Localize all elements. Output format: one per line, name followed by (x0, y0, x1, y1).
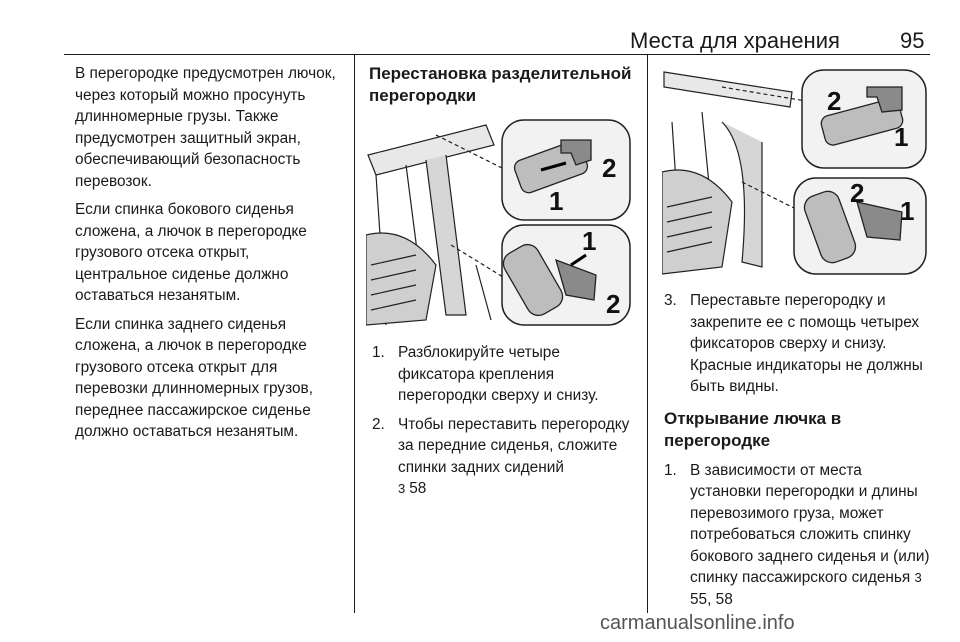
step-text: В зависимости от места установки перегородки и длины перевозимого груза, может потребоваться сложить спинку бокового заднего сиденья и (или) спинку пассажирского сиденья (690, 461, 930, 586)
page-reference-icon: 3 (914, 570, 922, 585)
step-number: 3. (664, 292, 677, 309)
list-item (372, 414, 640, 500)
figure-callout: 1 (900, 196, 915, 226)
page-title: Места для хранения (630, 28, 840, 53)
paragraph: Если спинка бокового сиденья сложена, а лючок в перегородке грузового отсека открыт, центральное сиденье должно оставаться незанятым. (75, 201, 307, 304)
step-number: 1. (664, 461, 677, 479)
figure-callout: 2 (827, 86, 842, 116)
page-number: 95 (900, 28, 925, 53)
figure-callout: 2 (606, 289, 621, 319)
middle-column (369, 63, 637, 115)
page-reference-icon: 3 (398, 481, 406, 496)
paragraph: Если спинка заднего сиденья сложена, а лючок в перегородке грузового отсека открыт для перевозки длинномерных грузов, переднее пассажирское сиденье должно оставаться незанятым. (75, 315, 314, 440)
step-list (372, 342, 640, 500)
paragraph: В перегородке предусмотрен лючок, через который можно просунуть длинномерные грузы. Также предусмотрен защитный экран, обеспечивающий безопасность перевозок. (75, 65, 336, 190)
step-text: Чтобы переставить перегородку за передние сиденья, сложите спинки задних сидений (398, 415, 630, 476)
right-column (664, 290, 930, 617)
section-heading: Открывание лючка в перегородке (664, 408, 842, 450)
left-column (75, 63, 345, 450)
figure-callout: 1 (894, 122, 909, 152)
step-number: 2. (372, 415, 385, 433)
column-divider-right (647, 55, 648, 613)
figure-callout: 1 (549, 186, 564, 216)
column-divider-left (354, 55, 355, 613)
step-list (664, 460, 930, 611)
watermark: carmanualsonline.info (600, 612, 795, 634)
page-reference[interactable]: 55, 58 (690, 590, 733, 608)
section-heading: Перестановка разделительной перегородки (369, 64, 632, 105)
page-reference[interactable]: 58 (409, 480, 427, 497)
step-text: Разблокируйте четыре фиксатора крепления перегородки сверху и снизу. (398, 344, 599, 404)
step-number: 1. (372, 344, 385, 361)
figure-callout: 2 (602, 153, 617, 183)
figure-callout: 2 (850, 178, 865, 208)
figure-callout: 1 (582, 226, 597, 256)
step-text: Переставьте перегородку и закрепите ее с помощь четырех фиксаторов сверху и снизу. Красные индикаторы не должны быть видны. (690, 292, 923, 395)
step-list (664, 290, 930, 398)
list-item (664, 290, 930, 398)
list-item (372, 342, 640, 407)
middle-steps (372, 342, 640, 507)
partition-latch-figure-install (662, 62, 930, 276)
list-item (664, 460, 930, 611)
partition-latch-figure (366, 115, 634, 330)
header-rule (64, 54, 930, 55)
